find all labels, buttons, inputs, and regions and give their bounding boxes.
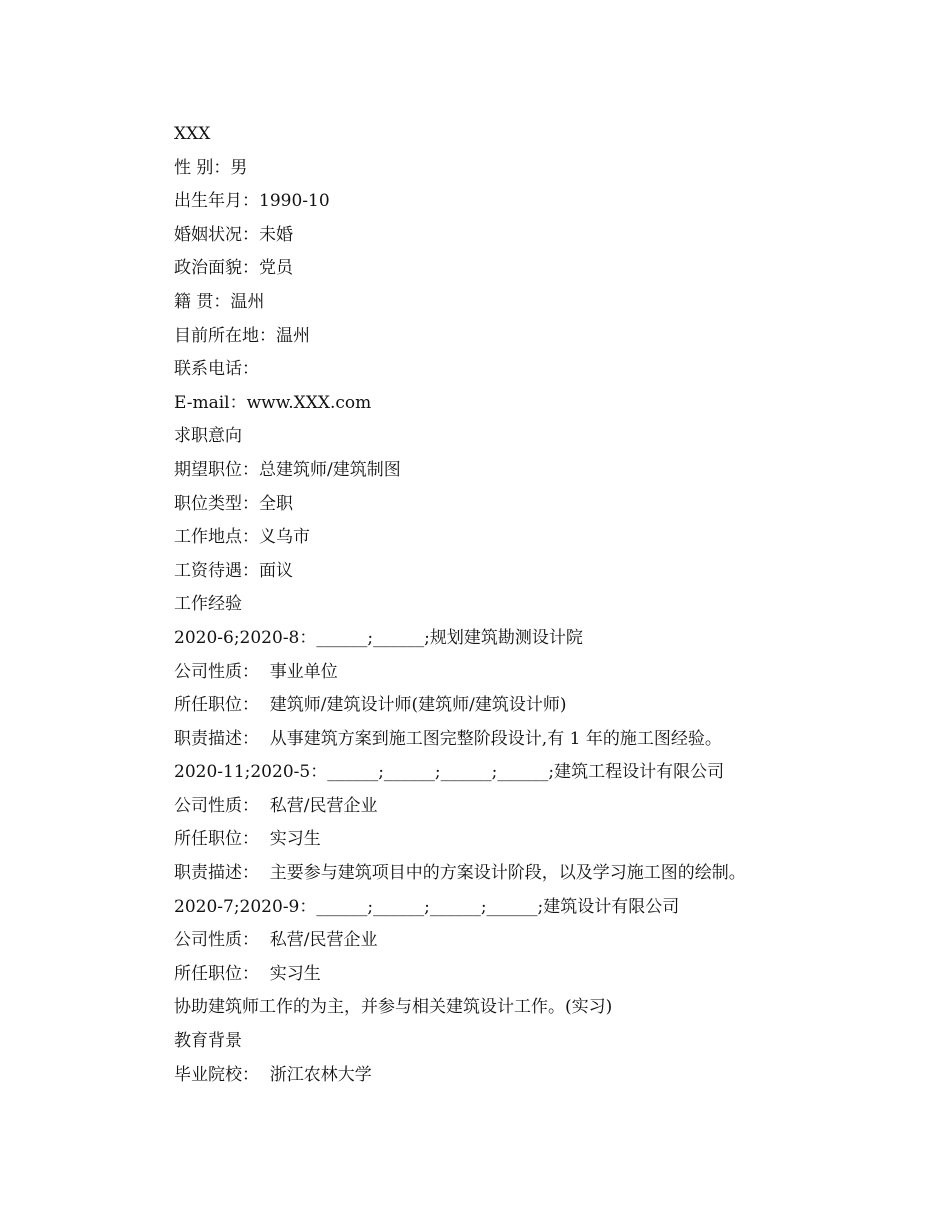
section-heading-education: 教育背景	[174, 1031, 242, 1052]
experience-1-position: 所任职位： 建筑师/建筑设计师(建筑师/建筑设计师)	[174, 695, 567, 716]
experience-3-position: 所任职位： 实习生	[174, 963, 321, 984]
experience-2-position: 所任职位： 实习生	[174, 829, 321, 850]
graduated-school-line: 毕业院校： 浙江农林大学	[174, 1064, 372, 1085]
political-status-line: 政治面貌：党员	[174, 258, 293, 279]
experience-1-period-line: 2020-6;2020-8：______;______;规划建筑勘测设计院	[174, 627, 583, 648]
marital-status-line: 婚姻状况：未婚	[174, 224, 293, 245]
experience-2-company-type: 公司性质： 私营/民营企业	[174, 795, 378, 816]
experience-2-period-line: 2020-11;2020-5：______;______;______;______;建筑工程设计有限公司	[174, 762, 725, 783]
experience-3-period-line: 2020-7;2020-9：______;______;______;______;建筑设计有限公司	[174, 896, 680, 917]
section-heading-work-experience: 工作经验	[174, 594, 242, 615]
experience-3-description: 协助建筑师工作的为主，并参与相关建筑设计工作。(实习)	[174, 997, 613, 1018]
experience-1-company-type: 公司性质： 事业单位	[174, 661, 338, 682]
section-heading-job-intention: 求职意向	[174, 426, 242, 447]
experience-1-description: 职责描述： 从事建筑方案到施工图完整阶段设计,有 1 年的施工图经验。	[174, 728, 722, 749]
phone-line: 联系电话：	[174, 359, 259, 380]
expected-position-line: 期望职位：总建筑师/建筑制图	[174, 459, 401, 480]
birth-date-line: 出生年月：1990-10	[174, 191, 330, 212]
current-location-line: 目前所在地：温州	[174, 325, 310, 346]
gender-line: 性 别：男	[174, 157, 248, 178]
salary-line: 工资待遇：面议	[174, 560, 293, 581]
experience-2-description: 职责描述： 主要参与建筑项目中的方案设计阶段，以及学习施工图的绘制。	[174, 863, 746, 884]
work-location-line: 工作地点：义乌市	[174, 527, 310, 548]
position-type-line: 职位类型：全职	[174, 493, 293, 514]
name-line: XXX	[174, 124, 211, 144]
experience-3-company-type: 公司性质： 私营/民营企业	[174, 930, 378, 951]
resume-page	[174, 118, 874, 1092]
email-line: E-mail：www.XXX.com	[174, 392, 372, 413]
hometown-line: 籍 贯：温州	[174, 291, 265, 312]
